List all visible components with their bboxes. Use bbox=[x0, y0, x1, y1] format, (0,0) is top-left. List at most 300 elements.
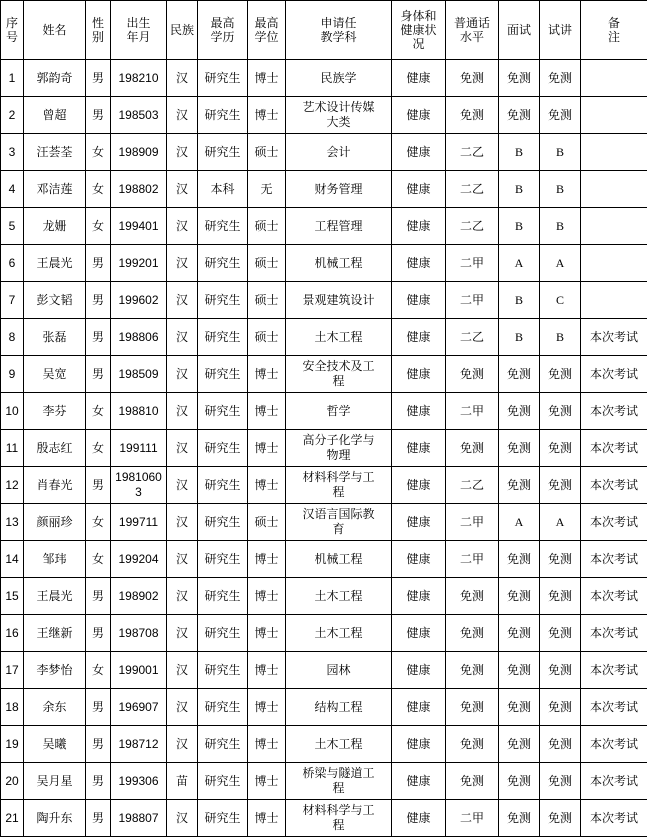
applicant-name: 龙姗 bbox=[24, 208, 86, 245]
subject-cell: 机械工程 bbox=[286, 245, 392, 282]
row-number: 3 bbox=[1, 134, 24, 171]
mandarin-level: 免测 bbox=[446, 97, 499, 134]
ethnicity-cell: 汉 bbox=[167, 356, 198, 393]
mandarin-level: 免测 bbox=[446, 763, 499, 800]
lecture-result: 免测 bbox=[540, 652, 581, 689]
birth-date: 198909 bbox=[111, 134, 167, 171]
birth-date: 198503 bbox=[111, 97, 167, 134]
education-cell: 研究生 bbox=[198, 393, 248, 430]
header-name: 姓名 bbox=[24, 1, 86, 60]
sex-cell: 男 bbox=[86, 726, 111, 763]
birth-date: 198712 bbox=[111, 726, 167, 763]
row-number: 18 bbox=[1, 689, 24, 726]
row-number: 1 bbox=[1, 60, 24, 97]
lecture-result: 免测 bbox=[540, 97, 581, 134]
interview-result: 免测 bbox=[499, 97, 540, 134]
education-cell: 研究生 bbox=[198, 652, 248, 689]
note-cell: 本次考试 bbox=[581, 763, 647, 800]
health-cell: 健康 bbox=[392, 430, 446, 467]
ethnicity-cell: 汉 bbox=[167, 615, 198, 652]
note-cell bbox=[581, 134, 647, 171]
health-cell: 健康 bbox=[392, 504, 446, 541]
row-number: 7 bbox=[1, 282, 24, 319]
note-cell: 本次考试 bbox=[581, 726, 647, 763]
sex-cell: 男 bbox=[86, 319, 111, 356]
degree-cell: 博士 bbox=[248, 726, 286, 763]
interview-result: 免测 bbox=[499, 763, 540, 800]
degree-cell: 博士 bbox=[248, 800, 286, 837]
lecture-result: 免测 bbox=[540, 578, 581, 615]
degree-cell: 博士 bbox=[248, 467, 286, 504]
interview-result: 免测 bbox=[499, 800, 540, 837]
table-row bbox=[1, 430, 647, 467]
table-row bbox=[1, 245, 647, 282]
education-cell: 研究生 bbox=[198, 689, 248, 726]
birth-date: 198807 bbox=[111, 800, 167, 837]
sex-cell: 女 bbox=[86, 652, 111, 689]
applicant-name: 王晨光 bbox=[24, 578, 86, 615]
health-cell: 健康 bbox=[392, 319, 446, 356]
header-education: 最高 学历 bbox=[198, 1, 248, 60]
row-number: 15 bbox=[1, 578, 24, 615]
mandarin-level: 二乙 bbox=[446, 134, 499, 171]
row-number: 4 bbox=[1, 171, 24, 208]
lecture-result: 免测 bbox=[540, 430, 581, 467]
mandarin-level: 二乙 bbox=[446, 319, 499, 356]
applicant-name: 陶升东 bbox=[24, 800, 86, 837]
sex-cell: 女 bbox=[86, 430, 111, 467]
lecture-result: C bbox=[540, 282, 581, 319]
sex-cell: 男 bbox=[86, 800, 111, 837]
mandarin-level: 二甲 bbox=[446, 282, 499, 319]
note-cell bbox=[581, 282, 647, 319]
degree-cell: 博士 bbox=[248, 60, 286, 97]
table-row bbox=[1, 504, 647, 541]
subject-cell: 哲学 bbox=[286, 393, 392, 430]
ethnicity-cell: 汉 bbox=[167, 652, 198, 689]
table-row bbox=[1, 726, 647, 763]
health-cell: 健康 bbox=[392, 393, 446, 430]
birth-date: 198802 bbox=[111, 171, 167, 208]
note-cell: 本次考试 bbox=[581, 615, 647, 652]
education-cell: 研究生 bbox=[198, 467, 248, 504]
health-cell: 健康 bbox=[392, 134, 446, 171]
ethnicity-cell: 汉 bbox=[167, 171, 198, 208]
interview-result: 免测 bbox=[499, 689, 540, 726]
subject-cell: 材料科学与工 程 bbox=[286, 467, 392, 504]
row-number: 21 bbox=[1, 800, 24, 837]
degree-cell: 硕士 bbox=[248, 282, 286, 319]
birth-date: 199201 bbox=[111, 245, 167, 282]
birth-date: 198509 bbox=[111, 356, 167, 393]
education-cell: 研究生 bbox=[198, 541, 248, 578]
row-number: 2 bbox=[1, 97, 24, 134]
subject-cell: 财务管理 bbox=[286, 171, 392, 208]
table-row bbox=[1, 800, 647, 837]
row-number: 9 bbox=[1, 356, 24, 393]
applicant-name: 肖春光 bbox=[24, 467, 86, 504]
degree-cell: 博士 bbox=[248, 430, 286, 467]
sex-cell: 女 bbox=[86, 208, 111, 245]
table-row bbox=[1, 97, 647, 134]
subject-cell: 土木工程 bbox=[286, 726, 392, 763]
degree-cell: 博士 bbox=[248, 652, 286, 689]
health-cell: 健康 bbox=[392, 356, 446, 393]
row-number: 13 bbox=[1, 504, 24, 541]
header-interview: 面试 bbox=[499, 1, 540, 60]
sex-cell: 女 bbox=[86, 171, 111, 208]
lecture-result: B bbox=[540, 134, 581, 171]
applicant-name: 吴宽 bbox=[24, 356, 86, 393]
table-row bbox=[1, 134, 647, 171]
degree-cell: 博士 bbox=[248, 763, 286, 800]
ethnicity-cell: 汉 bbox=[167, 689, 198, 726]
degree-cell: 博士 bbox=[248, 689, 286, 726]
row-number: 5 bbox=[1, 208, 24, 245]
education-cell: 本科 bbox=[198, 171, 248, 208]
ethnicity-cell: 汉 bbox=[167, 282, 198, 319]
health-cell: 健康 bbox=[392, 208, 446, 245]
lecture-result: 免测 bbox=[540, 541, 581, 578]
mandarin-level: 二乙 bbox=[446, 208, 499, 245]
degree-cell: 硕士 bbox=[248, 134, 286, 171]
health-cell: 健康 bbox=[392, 578, 446, 615]
education-cell: 研究生 bbox=[198, 800, 248, 837]
note-cell: 本次考试 bbox=[581, 319, 647, 356]
subject-cell: 结构工程 bbox=[286, 689, 392, 726]
ethnicity-cell: 汉 bbox=[167, 393, 198, 430]
education-cell: 研究生 bbox=[198, 245, 248, 282]
degree-cell: 博士 bbox=[248, 615, 286, 652]
interview-result: 免测 bbox=[499, 726, 540, 763]
applicant-name: 邹玮 bbox=[24, 541, 86, 578]
subject-cell: 土木工程 bbox=[286, 615, 392, 652]
degree-cell: 博士 bbox=[248, 578, 286, 615]
lecture-result: A bbox=[540, 245, 581, 282]
applicant-name: 李梦怡 bbox=[24, 652, 86, 689]
header-lecture: 试讲 bbox=[540, 1, 581, 60]
mandarin-level: 二乙 bbox=[446, 467, 499, 504]
header-subject: 申请任 教学科 bbox=[286, 1, 392, 60]
subject-cell: 材料科学与工 程 bbox=[286, 800, 392, 837]
mandarin-level: 免测 bbox=[446, 60, 499, 97]
sex-cell: 男 bbox=[86, 282, 111, 319]
health-cell: 健康 bbox=[392, 541, 446, 578]
lecture-result: 免测 bbox=[540, 393, 581, 430]
table-row bbox=[1, 282, 647, 319]
row-number: 16 bbox=[1, 615, 24, 652]
degree-cell: 硕士 bbox=[248, 208, 286, 245]
applicant-name: 余东 bbox=[24, 689, 86, 726]
interview-result: 免测 bbox=[499, 430, 540, 467]
header-birth: 出生 年月 bbox=[111, 1, 167, 60]
health-cell: 健康 bbox=[392, 171, 446, 208]
interview-result: 免测 bbox=[499, 541, 540, 578]
birth-date: 198708 bbox=[111, 615, 167, 652]
education-cell: 研究生 bbox=[198, 134, 248, 171]
applicant-name: 郭韵奇 bbox=[24, 60, 86, 97]
subject-cell: 桥梁与隧道工 程 bbox=[286, 763, 392, 800]
subject-cell: 土木工程 bbox=[286, 578, 392, 615]
subject-cell: 会计 bbox=[286, 134, 392, 171]
header-ethnic: 民族 bbox=[167, 1, 198, 60]
education-cell: 研究生 bbox=[198, 504, 248, 541]
applicant-name: 吴曦 bbox=[24, 726, 86, 763]
birth-date: 198210 bbox=[111, 60, 167, 97]
birth-date: 199001 bbox=[111, 652, 167, 689]
ethnicity-cell: 汉 bbox=[167, 245, 198, 282]
interview-result: 免测 bbox=[499, 615, 540, 652]
interview-result: 免测 bbox=[499, 60, 540, 97]
table-row bbox=[1, 541, 647, 578]
row-number: 14 bbox=[1, 541, 24, 578]
table-row bbox=[1, 208, 647, 245]
sex-cell: 女 bbox=[86, 504, 111, 541]
row-number: 17 bbox=[1, 652, 24, 689]
birth-date: 196907 bbox=[111, 689, 167, 726]
table-row bbox=[1, 60, 647, 97]
row-number: 20 bbox=[1, 763, 24, 800]
sex-cell: 男 bbox=[86, 356, 111, 393]
applicant-name: 李芬 bbox=[24, 393, 86, 430]
applicant-name: 王晨光 bbox=[24, 245, 86, 282]
mandarin-level: 二甲 bbox=[446, 541, 499, 578]
note-cell: 本次考试 bbox=[581, 578, 647, 615]
interview-result: B bbox=[499, 208, 540, 245]
degree-cell: 硕士 bbox=[248, 319, 286, 356]
note-cell: 本次考试 bbox=[581, 356, 647, 393]
subject-cell: 工程管理 bbox=[286, 208, 392, 245]
ethnicity-cell: 汉 bbox=[167, 467, 198, 504]
health-cell: 健康 bbox=[392, 282, 446, 319]
degree-cell: 博士 bbox=[248, 356, 286, 393]
mandarin-level: 二甲 bbox=[446, 393, 499, 430]
interview-result: 免测 bbox=[499, 652, 540, 689]
health-cell: 健康 bbox=[392, 615, 446, 652]
mandarin-level: 免测 bbox=[446, 652, 499, 689]
education-cell: 研究生 bbox=[198, 319, 248, 356]
degree-cell: 硕士 bbox=[248, 245, 286, 282]
mandarin-level: 免测 bbox=[446, 430, 499, 467]
subject-cell: 民族学 bbox=[286, 60, 392, 97]
note-cell: 本次考试 bbox=[581, 467, 647, 504]
mandarin-level: 免测 bbox=[446, 578, 499, 615]
health-cell: 健康 bbox=[392, 652, 446, 689]
table-row bbox=[1, 652, 647, 689]
header-mandarin: 普通话 水平 bbox=[446, 1, 499, 60]
table-row bbox=[1, 393, 647, 430]
header-degree: 最高 学位 bbox=[248, 1, 286, 60]
health-cell: 健康 bbox=[392, 467, 446, 504]
education-cell: 研究生 bbox=[198, 430, 248, 467]
degree-cell: 博士 bbox=[248, 97, 286, 134]
note-cell bbox=[581, 60, 647, 97]
table-row bbox=[1, 319, 647, 356]
note-cell bbox=[581, 245, 647, 282]
subject-cell: 机械工程 bbox=[286, 541, 392, 578]
subject-cell: 园林 bbox=[286, 652, 392, 689]
interview-result: B bbox=[499, 282, 540, 319]
ethnicity-cell: 汉 bbox=[167, 134, 198, 171]
row-number: 10 bbox=[1, 393, 24, 430]
education-cell: 研究生 bbox=[198, 208, 248, 245]
subject-cell: 景观建筑设计 bbox=[286, 282, 392, 319]
subject-cell: 汉语言国际教 育 bbox=[286, 504, 392, 541]
applicant-name: 彭文韬 bbox=[24, 282, 86, 319]
mandarin-level: 免测 bbox=[446, 726, 499, 763]
ethnicity-cell: 汉 bbox=[167, 319, 198, 356]
note-cell: 本次考试 bbox=[581, 430, 647, 467]
row-number: 8 bbox=[1, 319, 24, 356]
interview-result: 免测 bbox=[499, 356, 540, 393]
lecture-result: B bbox=[540, 208, 581, 245]
health-cell: 健康 bbox=[392, 800, 446, 837]
lecture-result: A bbox=[540, 504, 581, 541]
table-row bbox=[1, 763, 647, 800]
mandarin-level: 二甲 bbox=[446, 245, 499, 282]
row-number: 6 bbox=[1, 245, 24, 282]
sex-cell: 男 bbox=[86, 97, 111, 134]
sex-cell: 男 bbox=[86, 615, 111, 652]
note-cell: 本次考试 bbox=[581, 689, 647, 726]
note-cell: 本次考试 bbox=[581, 652, 647, 689]
interview-result: B bbox=[499, 319, 540, 356]
ethnicity-cell: 汉 bbox=[167, 800, 198, 837]
lecture-result: B bbox=[540, 319, 581, 356]
birth-date: 198806 bbox=[111, 319, 167, 356]
sex-cell: 女 bbox=[86, 541, 111, 578]
interview-result: B bbox=[499, 171, 540, 208]
lecture-result: 免测 bbox=[540, 726, 581, 763]
table-row bbox=[1, 689, 647, 726]
ethnicity-cell: 汉 bbox=[167, 726, 198, 763]
birth-date: 198810 bbox=[111, 393, 167, 430]
education-cell: 研究生 bbox=[198, 763, 248, 800]
applicant-name: 殷志红 bbox=[24, 430, 86, 467]
header-row bbox=[1, 1, 647, 60]
education-cell: 研究生 bbox=[198, 726, 248, 763]
ethnicity-cell: 汉 bbox=[167, 430, 198, 467]
health-cell: 健康 bbox=[392, 245, 446, 282]
ethnicity-cell: 汉 bbox=[167, 578, 198, 615]
table-body bbox=[1, 60, 647, 837]
applicant-name: 邓洁莲 bbox=[24, 171, 86, 208]
row-number: 12 bbox=[1, 467, 24, 504]
education-cell: 研究生 bbox=[198, 356, 248, 393]
applicant-name: 张磊 bbox=[24, 319, 86, 356]
lecture-result: B bbox=[540, 171, 581, 208]
birth-date: 19810603 bbox=[111, 467, 167, 504]
lecture-result: 免测 bbox=[540, 763, 581, 800]
education-cell: 研究生 bbox=[198, 282, 248, 319]
lecture-result: 免测 bbox=[540, 60, 581, 97]
sex-cell: 男 bbox=[86, 60, 111, 97]
interview-result: A bbox=[499, 245, 540, 282]
applicant-name: 曾超 bbox=[24, 97, 86, 134]
lecture-result: 免测 bbox=[540, 800, 581, 837]
sex-cell: 女 bbox=[86, 134, 111, 171]
education-cell: 研究生 bbox=[198, 615, 248, 652]
interview-result: 免测 bbox=[499, 578, 540, 615]
interview-result: B bbox=[499, 134, 540, 171]
health-cell: 健康 bbox=[392, 726, 446, 763]
mandarin-level: 免测 bbox=[446, 356, 499, 393]
health-cell: 健康 bbox=[392, 763, 446, 800]
birth-date: 199204 bbox=[111, 541, 167, 578]
subject-cell: 高分子化学与 物理 bbox=[286, 430, 392, 467]
ethnicity-cell: 汉 bbox=[167, 504, 198, 541]
health-cell: 健康 bbox=[392, 689, 446, 726]
birth-date: 199401 bbox=[111, 208, 167, 245]
note-cell bbox=[581, 171, 647, 208]
header-sex: 性 别 bbox=[86, 1, 111, 60]
lecture-result: 免测 bbox=[540, 689, 581, 726]
health-cell: 健康 bbox=[392, 60, 446, 97]
note-cell: 本次考试 bbox=[581, 393, 647, 430]
degree-cell: 博士 bbox=[248, 393, 286, 430]
birth-date: 198902 bbox=[111, 578, 167, 615]
mandarin-level: 免测 bbox=[446, 689, 499, 726]
lecture-result: 免测 bbox=[540, 356, 581, 393]
degree-cell: 硕士 bbox=[248, 504, 286, 541]
sex-cell: 男 bbox=[86, 689, 111, 726]
table-row bbox=[1, 171, 647, 208]
note-cell: 本次考试 bbox=[581, 541, 647, 578]
sex-cell: 男 bbox=[86, 245, 111, 282]
note-cell bbox=[581, 97, 647, 134]
interview-result: 免测 bbox=[499, 467, 540, 504]
applicant-name: 王继新 bbox=[24, 615, 86, 652]
applicant-name: 汪荟荃 bbox=[24, 134, 86, 171]
ethnicity-cell: 汉 bbox=[167, 97, 198, 134]
education-cell: 研究生 bbox=[198, 578, 248, 615]
note-cell: 本次考试 bbox=[581, 504, 647, 541]
birth-date: 199602 bbox=[111, 282, 167, 319]
mandarin-level: 二乙 bbox=[446, 171, 499, 208]
degree-cell: 无 bbox=[248, 171, 286, 208]
education-cell: 研究生 bbox=[198, 97, 248, 134]
ethnicity-cell: 汉 bbox=[167, 60, 198, 97]
ethnicity-cell: 苗 bbox=[167, 763, 198, 800]
note-cell: 本次考试 bbox=[581, 800, 647, 837]
row-number: 11 bbox=[1, 430, 24, 467]
subject-cell: 土木工程 bbox=[286, 319, 392, 356]
header-note: 备 注 bbox=[581, 1, 647, 60]
applicant-name: 吴月星 bbox=[24, 763, 86, 800]
applicant-name: 颜丽珍 bbox=[24, 504, 86, 541]
lecture-result: 免测 bbox=[540, 467, 581, 504]
sex-cell: 男 bbox=[86, 578, 111, 615]
mandarin-level: 二甲 bbox=[446, 800, 499, 837]
table-row bbox=[1, 356, 647, 393]
lecture-result: 免测 bbox=[540, 615, 581, 652]
sex-cell: 男 bbox=[86, 467, 111, 504]
table-row bbox=[1, 578, 647, 615]
degree-cell: 博士 bbox=[248, 541, 286, 578]
health-cell: 健康 bbox=[392, 97, 446, 134]
birth-date: 199306 bbox=[111, 763, 167, 800]
sex-cell: 女 bbox=[86, 393, 111, 430]
header-health: 身体和 健康状 况 bbox=[392, 1, 446, 60]
interview-result: A bbox=[499, 504, 540, 541]
subject-cell: 艺术设计传媒 大类 bbox=[286, 97, 392, 134]
subject-cell: 安全技术及工 程 bbox=[286, 356, 392, 393]
education-cell: 研究生 bbox=[198, 60, 248, 97]
note-cell bbox=[581, 208, 647, 245]
ethnicity-cell: 汉 bbox=[167, 208, 198, 245]
ethnicity-cell: 汉 bbox=[167, 541, 198, 578]
table-row bbox=[1, 467, 647, 504]
